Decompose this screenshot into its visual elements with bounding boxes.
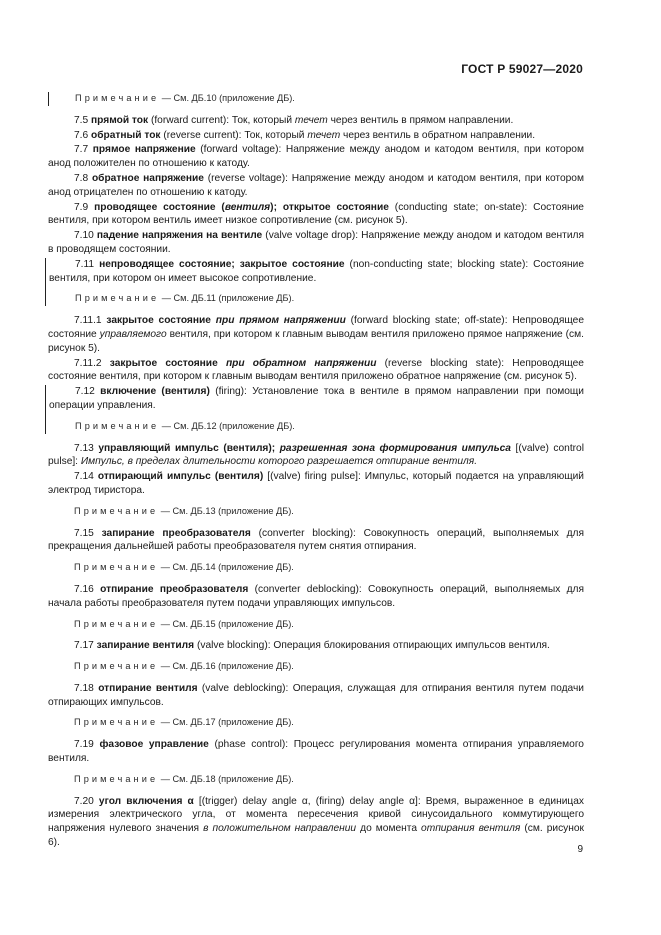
term-7-16: 7.16 отпирание преобразователя (converter deblocking): Совокупность операций, выполняемых для начала работы преобразователя путем подачи управляющих импульсов.: [48, 583, 585, 609]
term-7-19: 7.19 фазовое управление (phase control): Процесс регулирования момента отпирания управляемого вентиля.: [48, 739, 584, 765]
changed-block-7-11: [45, 258, 584, 306]
note-db13: Примечание — См. ДБ.13 (приложение ДБ).: [74, 505, 294, 516]
term-7-14: 7.14 отпирающий импульс (вентиля) [(valve) firing pulse]: Импульс, который подается на управляющий электрод тиристора.: [48, 471, 584, 496]
term-7-11: 7.11 непроводящее состояние; закрытое состояние (non-conducting state; blocking state): Состояние вентиля, при котором он имеет высокое сопротивление.: [49, 258, 584, 284]
term-7-10: 7.10 падение напряжения на вентиле (valve voltage drop): Напряжение между анодом и катодом вентиля в проводящем состоянии.: [48, 230, 585, 255]
note-db16: Примечание — См. ДБ.16 (приложение ДБ).: [74, 661, 294, 672]
note-db17: Примечание — См. ДБ.17 (приложение ДБ).: [74, 717, 294, 728]
term-7-18: 7.18 отпирание вентиля (valve deblocking): Операция, служащая для отпирания вентиля путем подачи отпирающих импульсов.: [48, 682, 584, 708]
note-db18: Примечание — См. ДБ.18 (приложение ДБ).: [74, 773, 294, 784]
term-7-17: 7.17 запирание вентиля (valve blocking): Операция блокирования отпирающих импульсов вентиля.: [74, 640, 550, 652]
page-number: 9: [577, 844, 583, 855]
term-7-12: 7.12 включение (вентиля) (firing): Установление тока в вентиле в прямом направлении при помощи операции управления.: [49, 386, 584, 411]
term-7-13: 7.13 управляющий импульс (вентиля); разрешенная зона формирования импульса [(valve) control pulse]: Импульс, в пределах длительности которого разрешается отпирание вентиля.: [48, 442, 584, 468]
term-7-15: 7.15 запирание преобразователя (converter blocking): Совокупность операций, выполняемых для прекращения дальнейшей работы преобразователя путем снятия отпирания.: [48, 527, 584, 553]
standard-designation: ГОСТ Р 59027—2020: [461, 62, 583, 76]
term-7-6: 7.6 обратный ток (reverse current): Ток, который течет через вентиль в обратном направлении.: [74, 129, 536, 141]
note-db15: Примечание — См. ДБ.15 (приложение ДБ).: [74, 618, 294, 629]
term-7-11-2: 7.11.2 закрытое состояние при обратном напряжении (reverse blocking state): Непроводящее состояние вентиля, при котором к главным выводам вентиля приложено обратное напряжение (см. рисунок 5).: [48, 357, 584, 383]
term-7-9: 7.9 проводящее состояние (вентиля); открытое состояние (conducting state; on-state): Состояние вентиля, при котором вентиль имеет низкое сопротивление (см. рисунок 5).: [48, 201, 584, 227]
term-7-20: 7.20 угол включения α [(trigger) delay angle α, (firing) delay angle α]: Время, выраженное в единицах измерения электрического угла, от момента пересечения кривой синусоидального коммутирующего напряжения нулевого значения в положительном направлении до момента отпирания вентиля (см. рисунок 6).: [48, 795, 585, 849]
note-label: Примечание: [75, 93, 160, 103]
page-content: [48, 92, 584, 850]
note-db14: Примечание — См. ДБ.14 (приложение ДБ).: [74, 562, 294, 573]
term-7-7: 7.7 прямое напряжение (forward voltage): Напряжение между анодом и катодом вентиля, при котором анод положителен по отношению к катоду.: [48, 144, 584, 170]
term-7-5: 7.5 прямой ток (forward current): Ток, который течет через вентиль в прямом направлении.: [74, 114, 514, 126]
note-db11: Примечание — См. ДБ.11 (приложение ДБ).: [75, 293, 295, 304]
note-db10: Примечание — См. ДБ.10 (приложение ДБ).: [48, 92, 584, 106]
note-db12: Примечание — См. ДБ.12 (приложение ДБ).: [75, 420, 295, 431]
term-7-8: 7.8 обратное напряжение (reverse voltage): Напряжение между анодом и катодом вентиля, при котором анод отрицателен по отношению к катоду.: [48, 172, 584, 198]
term-7-11-1: 7.11.1 закрытое состояние при прямом напряжении (forward blocking state; off-state): Непроводящее состояние управляемого вентиля, при котором к главным выводам вентиля приложено прямое напряжение (см. рисунок 5).: [48, 315, 584, 354]
changed-block-7-12: [45, 385, 584, 433]
